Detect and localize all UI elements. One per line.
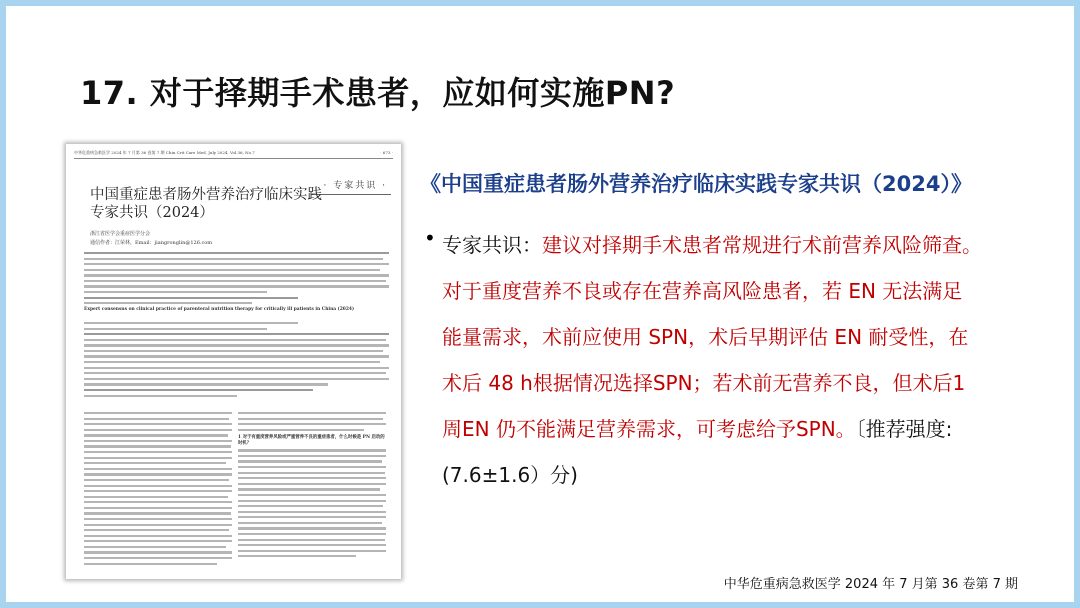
paper-corresponding: 通信作者：江荣林，Email：jiangronglin@126.com xyxy=(90,240,213,246)
paper-header-left: 中华危重病急救医学 2024 年 7 月第 36 卷第 7 期 Chin Crit Care Med, July 2024, Vol.36, No.7 xyxy=(74,150,255,155)
paper-subhead: 1 对于有重度营养风险或严重营养不良的重症患者，什么时候是 PN 启动的时机？ xyxy=(238,435,385,447)
paper-section-tag: · 专家共识 · xyxy=(323,181,387,191)
bullet-lead: 专家共识： xyxy=(442,233,542,257)
recommend-strength-label: 〔推荐强度: xyxy=(855,417,953,441)
paper-column-left xyxy=(84,412,232,568)
recommendation-line-1: 建议对择期手术患者常规进行术前营养风险筛查。 xyxy=(542,233,982,257)
recommendation-line-4: 术后 48 h根据情况选择SPN；若术前无营养不良，但术后1 xyxy=(442,371,966,395)
recommend-strength-value: (7.6±1.6）分) xyxy=(442,463,578,487)
journal-footer: 中华危重病急救医学 2024 年 7 月第 36 卷第 7 期 xyxy=(723,577,1018,592)
paper-thumbnail xyxy=(66,144,401,579)
paper-english-title: Expert consensus on clinical practice of parenteral nutrition therapy for critically ill patients in China (2024) xyxy=(84,307,355,312)
recommendation-line-2: 对于重度营养不良或存在营养高风险患者，若 EN 无法满足 xyxy=(442,279,963,303)
paper-abstract-en xyxy=(84,322,389,400)
slide-title: 17. 对于择期手术患者，应如何实施PN? xyxy=(80,74,676,112)
paper-abstract-cn xyxy=(84,252,389,308)
paper-header-right: · 673 · xyxy=(380,150,393,155)
reference-title: 《中国重症患者肠外营养治疗临床实践专家共识（2024）》 xyxy=(420,172,972,196)
bullet-dot: • xyxy=(424,226,436,250)
paper-title-line1: 中国重症患者肠外营养治疗临床实践 xyxy=(90,187,322,203)
paper-header xyxy=(74,150,393,159)
paper-authors: 浙江省医学会重症医学分会 xyxy=(90,231,151,237)
paper-column-right xyxy=(238,412,386,561)
recommendation-line-5: 周EN 仍不能满足营养需求，可考虑给予SPN。 xyxy=(442,417,856,441)
consensus-text xyxy=(442,222,1042,498)
paper-title-line2: 专家共识（2024） xyxy=(90,205,214,221)
recommendation-line-3: 能量需求，术前应使用 SPN，术后早期评估 EN 耐受性，在 xyxy=(442,325,969,349)
